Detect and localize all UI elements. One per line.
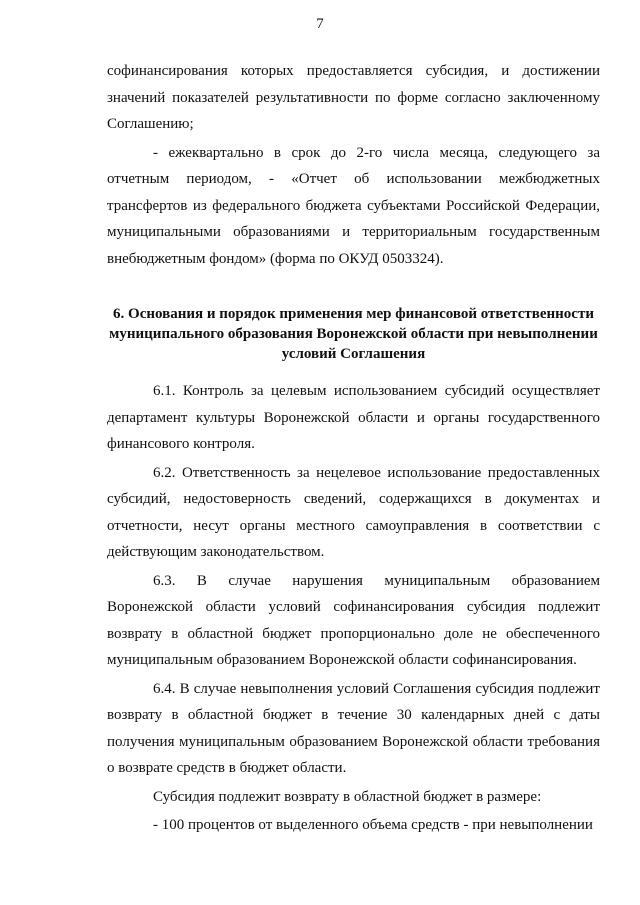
page-number: 7 bbox=[316, 16, 324, 32]
page-content bbox=[107, 58, 600, 839]
paragraph: софинансирования которых предоставляется субсидия, и достижении значений показателей результативности по форме согласно заключенному Соглашению; bbox=[107, 63, 600, 132]
paragraph: - 100 процентов от выделенного объема средств - при невыполнении bbox=[153, 817, 593, 833]
paragraph: Субсидия подлежит возврату в областной бюджет в размере: bbox=[153, 788, 542, 805]
paragraph: 6.1. Контроль за целевым использованием субсидий осуществляет департамент культуры Воронежской области и органы государственного финансового контроля. bbox=[107, 383, 600, 452]
paragraph: 6.2. Ответственность за нецелевое использование предоставленных субсидий, недостоверность сведений, содержащихся в документах и отчетности, несут органы местного самоуправления в соответствии с действующим законодательством. bbox=[107, 464, 600, 560]
section-heading: 6. Основания и порядок применения мер финансовой ответственности муниципального образования Воронежской области при невыполнении условий Соглашения bbox=[109, 306, 598, 362]
paragraph: 6.3. В случае нарушения муниципальным образованием Воронежской области условий софинансирования субсидия подлежит возврату в областной бюджет пропорционально доле не обеспеченного муниципальным образованием Воронежской области софинансирования. bbox=[107, 572, 600, 668]
paragraph: - ежеквартально в срок до 2-го числа месяца, следующего за отчетным периодом, - «Отчет об использовании межбюджетных трансфертов из федерального бюджета субъектами Российской Федерации, муниципальными образованиями и территориальным государственным внебюджетным фондом» (форма по ОКУД 0503324). bbox=[107, 144, 600, 267]
paragraph: 6.4. В случае невыполнения условий Соглашения субсидия подлежит возврату в областной бюджет в течение 30 календарных дней с даты получения муниципальным образованием Воронежской области требования о возврате средств в бюджет области. bbox=[107, 680, 600, 776]
